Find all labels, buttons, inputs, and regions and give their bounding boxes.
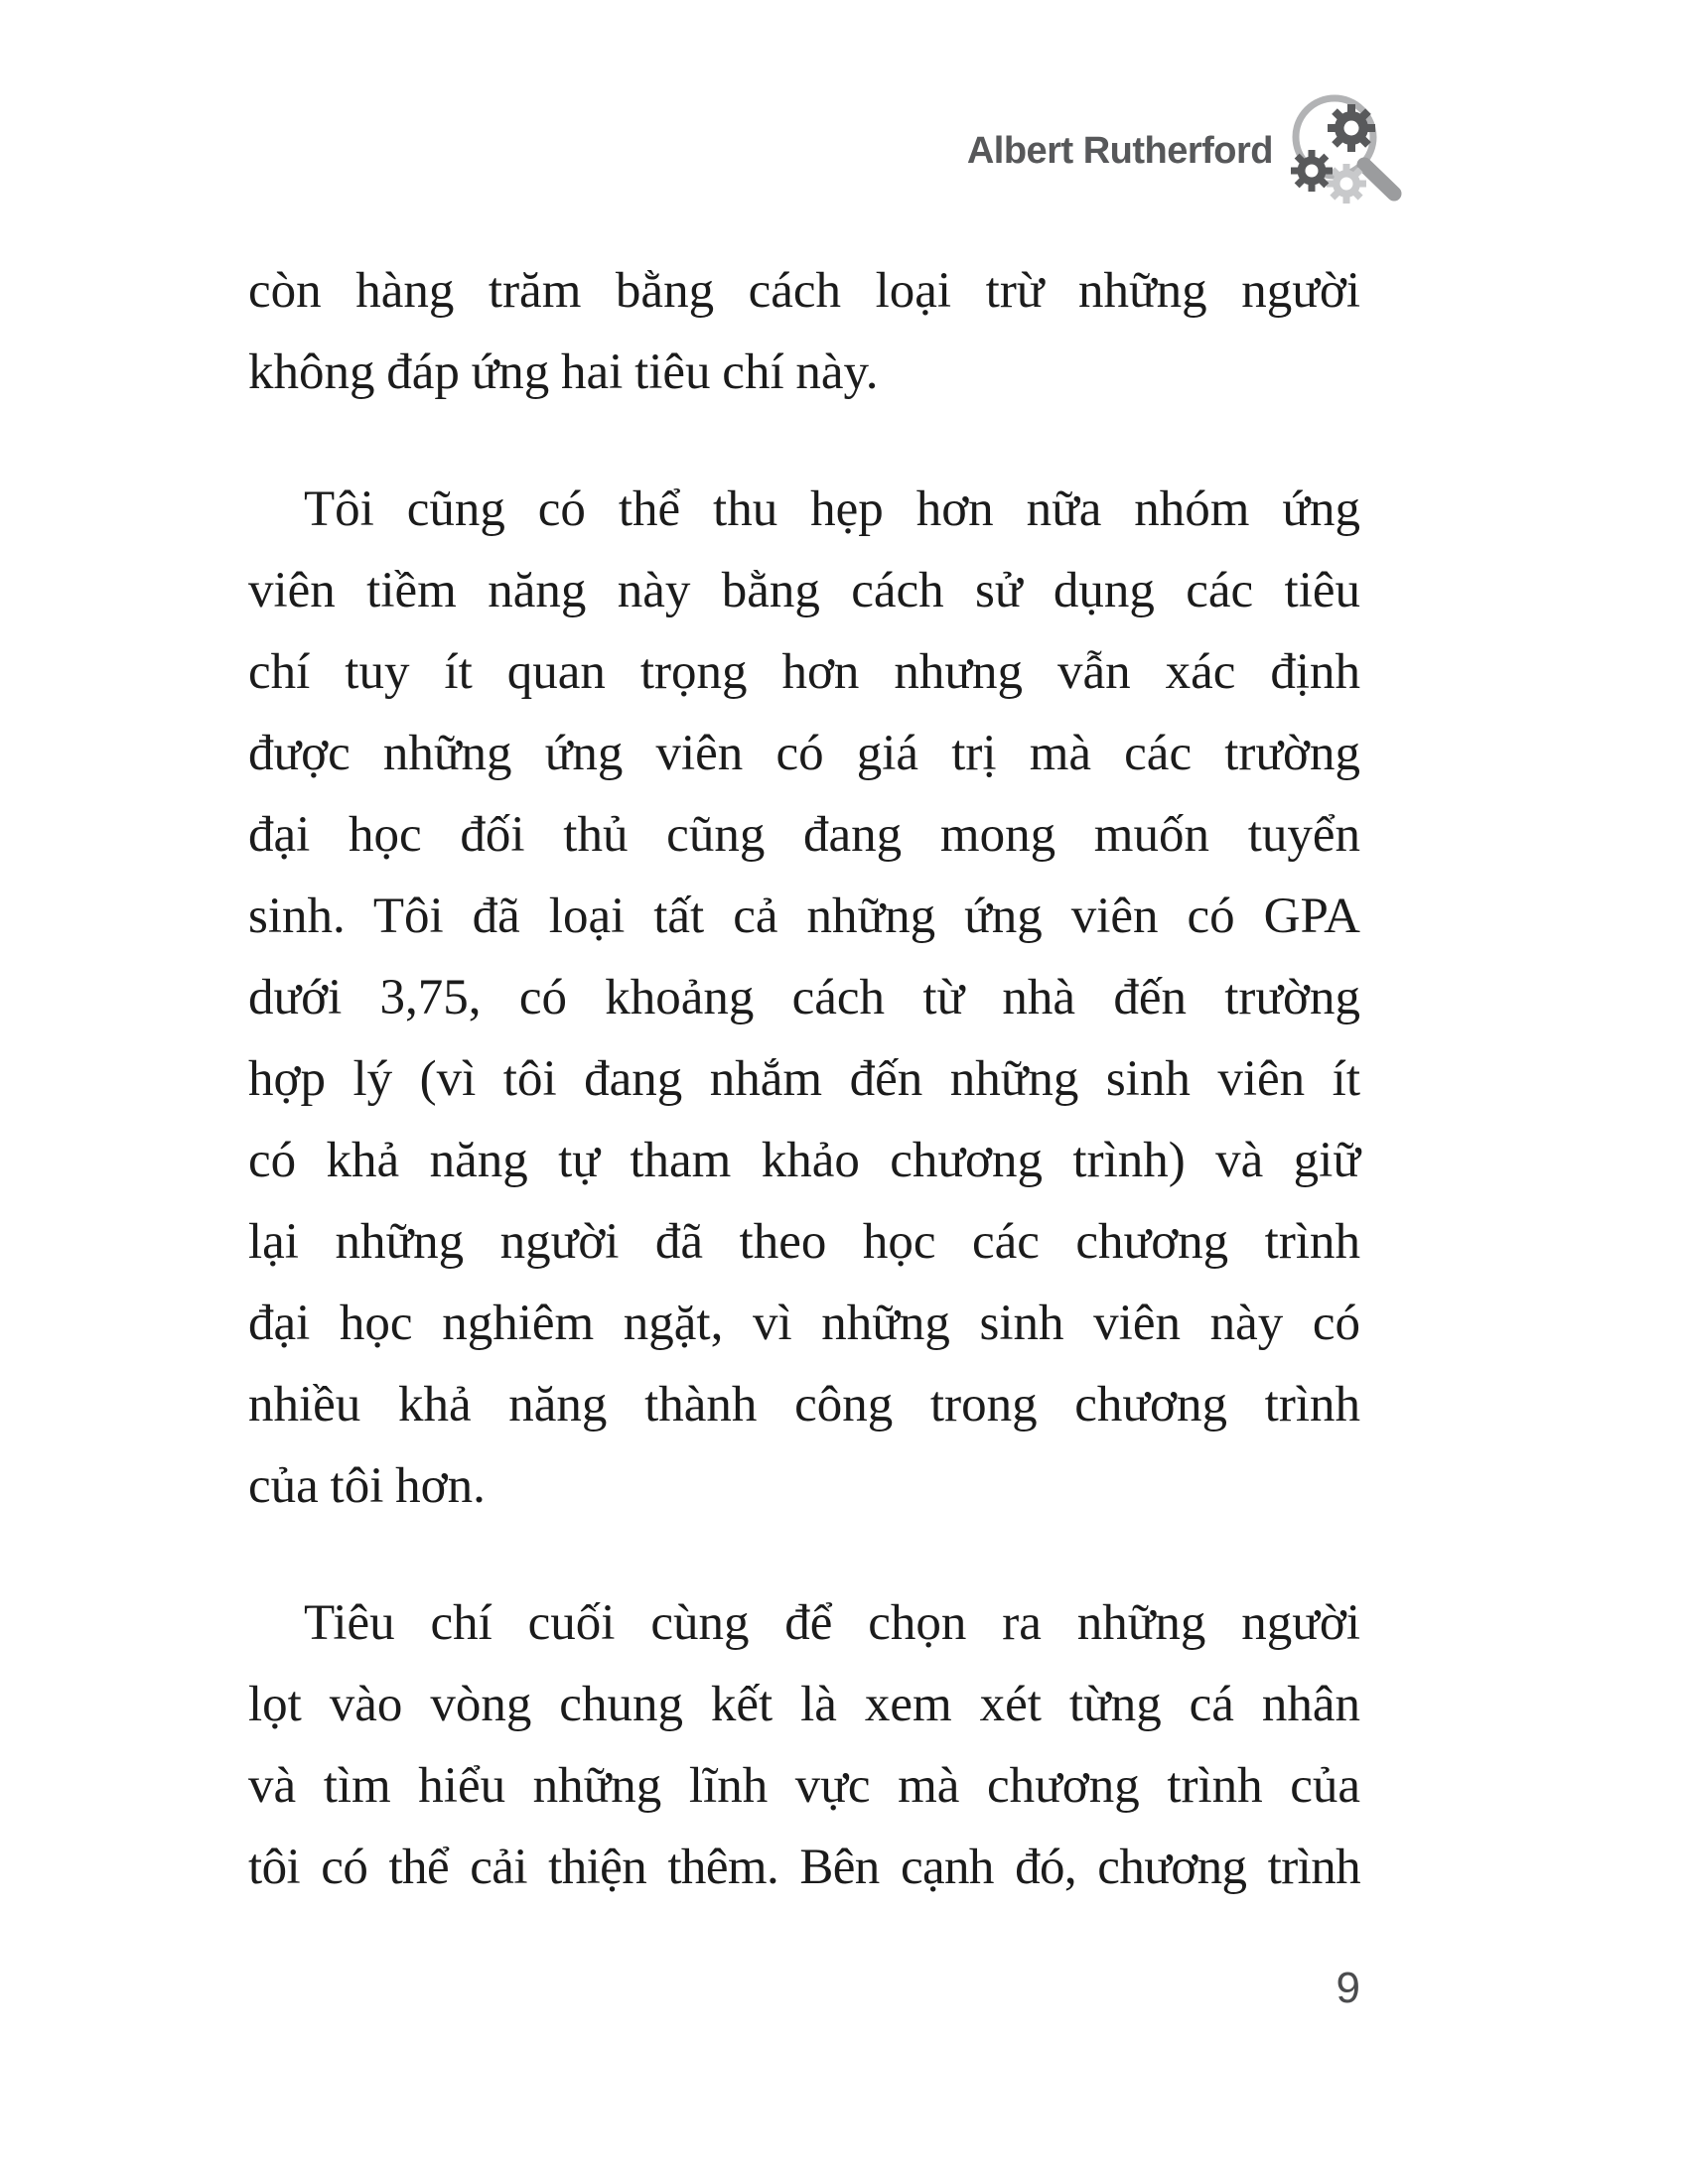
- text-line: đại học đối thủ cũng đang mong muốn tuyển: [248, 807, 1360, 863]
- text-line: tôi có thể cải thiện thêm. Bên cạnh đó, chương trình: [248, 1840, 1360, 1895]
- text-line: không đáp ứng hai tiêu chí này.: [248, 344, 879, 400]
- text-line: viên tiềm năng này bằng cách sử dụng các tiêu: [248, 563, 1360, 618]
- text-line: đại học nghiêm ngặt, vì những sinh viên này có: [248, 1296, 1360, 1351]
- text-line: có khả năng tự tham khảo chương trình) và giữ: [248, 1133, 1360, 1188]
- paragraph: [248, 250, 1360, 413]
- text-line: hợp lý (vì tôi đang nhắm đến những sinh viên ít: [248, 1051, 1360, 1107]
- text-line: dưới 3,75, có khoảng cách từ nhà đến trường: [248, 970, 1360, 1025]
- text-line: lọt vào vòng chung kết là xem xét từng cá nhân: [248, 1677, 1360, 1732]
- text-line: sinh. Tôi đã loại tất cả những ứng viên có GPA: [248, 888, 1360, 944]
- text-line: chí tuy ít quan trọng hơn nhưng vẫn xác định: [248, 644, 1360, 700]
- author-name: Albert Rutherford: [966, 129, 1273, 172]
- text-line: Tiêu chí cuối cùng để chọn ra những người: [304, 1595, 1360, 1651]
- page-number: 9: [1336, 1964, 1360, 2012]
- text-line: nhiều khả năng thành công trong chương trình: [248, 1377, 1360, 1433]
- paragraph: [248, 1582, 1360, 1908]
- page-footer: [248, 1964, 1360, 2013]
- text-line: còn hàng trăm bằng cách loại trừ những người: [248, 263, 1360, 319]
- body-text: [248, 250, 1360, 1964]
- text-line: của tôi hơn.: [248, 1458, 486, 1514]
- text-line: và tìm hiểu những lĩnh vực mà chương trình của: [248, 1758, 1360, 1814]
- text-line: lại những người đã theo học các chương trình: [248, 1214, 1360, 1270]
- paragraph: [248, 469, 1360, 1527]
- page-header: [967, 91, 1404, 210]
- magnifier-gears-icon: [1281, 91, 1404, 210]
- text-line: Tôi cũng có thể thu hẹp hơn nữa nhóm ứng: [304, 481, 1360, 537]
- text-line: được những ứng viên có giá trị mà các trường: [248, 726, 1360, 781]
